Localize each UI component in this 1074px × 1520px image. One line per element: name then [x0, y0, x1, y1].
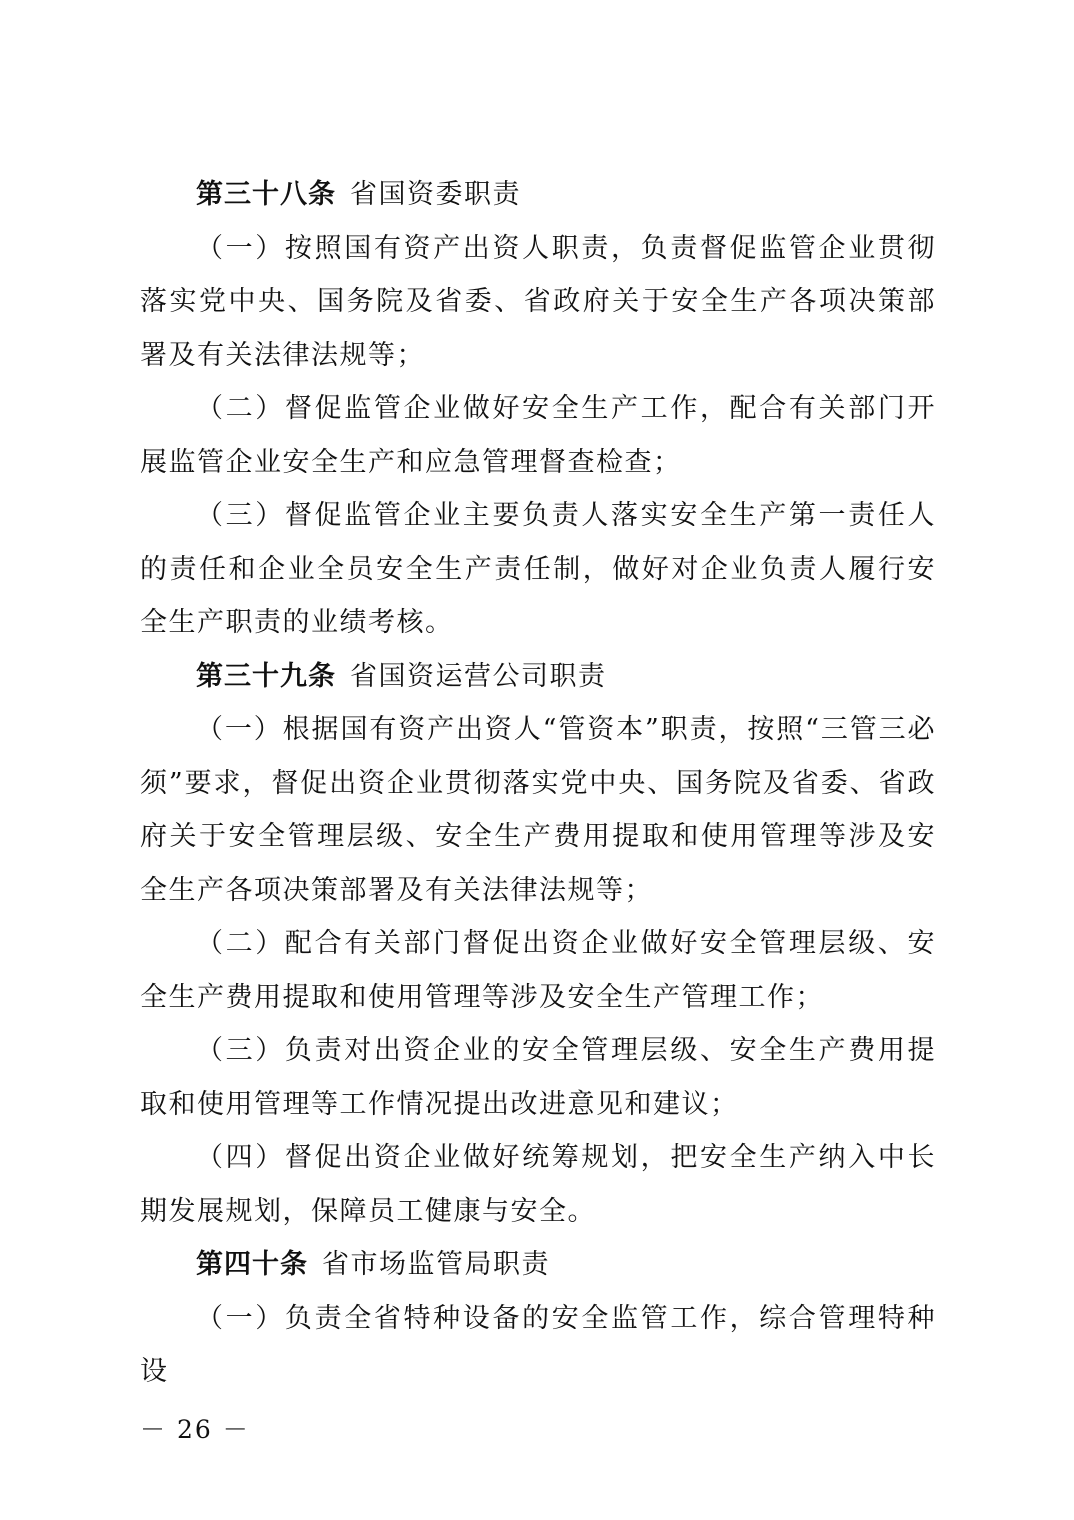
article-title: 省国资委职责	[350, 179, 521, 210]
article-39-item-3: （三）负责对出资企业的安全管理层级、安全生产费用提取和使用管理等工作情况提出改进意见和建议；	[140, 1035, 936, 1120]
article-39-item-1: （一）根据国有资产出资人“管资本”职责，按照“三管三必须”要求，督促出资企业贯彻落实党中央、国务院及省委、省政府关于安全管理层级、安全生产费用提取和使用管理等涉及安全生产各项决策部署及有关法律法规等；	[140, 714, 936, 906]
article-38-item-2: （二）督促监管企业做好安全生产工作，配合有关部门开展监管企业安全生产和应急管理督查检查；	[140, 393, 936, 478]
article-number: 第四十条	[196, 1249, 308, 1280]
article-number: 第三十九条	[196, 660, 336, 692]
article-40-item-1: （一）负责全省特种设备的安全监管工作，综合管理特种设	[140, 1302, 936, 1387]
page-number: － 26 －	[140, 1415, 250, 1444]
article-number: 第三十八条	[196, 179, 336, 210]
article-title: 省国资运营公司职责	[350, 660, 607, 692]
article-40-heading	[140, 1238, 936, 1292]
article-38-item-3: （三）督促监管企业主要负责人落实安全生产第一责任人的责任和企业全员安全生产责任制，做好对企业负责人履行安全生产职责的业绩考核。	[140, 500, 936, 638]
article-39-item-2: （二）配合有关部门督促出资企业做好安全管理层级、安全生产费用提取和使用管理等涉及安全生产管理工作；	[140, 928, 936, 1013]
document-body	[140, 168, 936, 1399]
article-title: 省市场监管局职责	[322, 1249, 550, 1280]
article-38-item-1: （一）按照国有资产出资人职责，负责督促监管企业贯彻落实党中央、国务院及省委、省政府关于安全生产各项决策部署及有关法律法规等；	[140, 232, 936, 371]
article-38-heading	[140, 168, 936, 222]
article-39-heading	[140, 650, 936, 704]
article-39-item-4: （四）督促出资企业做好统筹规划，把安全生产纳入中长期发展规划，保障员工健康与安全。	[140, 1142, 936, 1227]
